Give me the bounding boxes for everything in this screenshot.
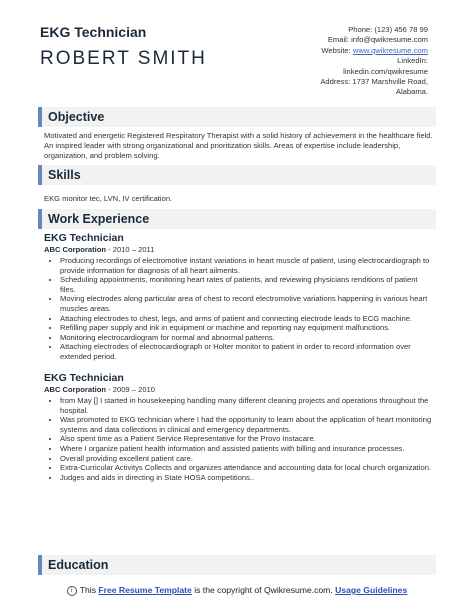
bullet-item: • Where I organize patient health information and assisted patients with billing and insurance processes.	[60, 444, 434, 454]
bullet-item: • from May [] I started in housekeeping handling many different cleaning projects and operations throughout the hospital.	[60, 396, 434, 415]
job-entry-title: EKG Technician	[44, 232, 124, 244]
company-name: ABC Corporation	[44, 245, 107, 254]
website-label: Website:	[321, 45, 353, 55]
objective-text: Motivated and energetic Registered Respiratory Therapist with a solid history of achievement in the healthcare field. An inspired leader with strong organizational and prioritization skills. Areas of expertise include leadership, organization, and problem solving.	[44, 131, 433, 160]
bullet-item: • Attaching electrodes of electrocardiograph or Holter monitor to patient in order to record information over extended period.	[60, 342, 434, 361]
job-entry-title: EKG Technician	[44, 372, 124, 384]
contact-phone: Phone: (123) 456 78 99	[348, 25, 428, 34]
job-entry-company-line	[44, 245, 434, 255]
objective-heading: Objective	[38, 107, 436, 127]
bullet-item: • Refilling paper supply and ink in equipment or machine and reporting nay equipment malfunctions.	[60, 323, 434, 333]
resume-header	[0, 0, 474, 100]
skills-heading: Skills	[38, 165, 436, 185]
copyright-footer	[0, 585, 474, 596]
job-title: EKG Technician	[40, 24, 147, 40]
job-entry	[44, 372, 434, 482]
bullet-item: • Extra-Curricular Activitys Collects and organizes attendance and accounting data for local church organization.	[60, 463, 434, 473]
contact-address: Address: 1737 Marshville Road,	[320, 77, 428, 87]
job-dates: - 2009 – 2010	[106, 385, 155, 394]
work-experience-heading: Work Experience	[38, 209, 436, 229]
job-bullets	[44, 396, 434, 482]
website-link[interactable]: www.qwikresume.com	[352, 45, 428, 55]
bullet-item: • Attaching electrodes to chest, legs, and arms of patient and connecting electrode leads to ECG machine.	[60, 314, 434, 324]
bullet-item: • Scheduling appointments, monitoring heart rates of patients, and reviewing physicians renditions of patient files.	[60, 275, 434, 294]
contact-linkedin: linkedin.com/qwikresume	[343, 66, 428, 76]
bullet-item: • Was promoted to EKG technician where I had the opportunity to learn about the application of heart monitoring systems and data collections in clinical and emergency departments.	[60, 415, 434, 434]
job-bullets	[44, 256, 434, 362]
bullet-item: • Monitoring electrocardiogram for normal and abnormal patterns.	[60, 333, 434, 343]
job-entry-company-line	[44, 385, 434, 395]
info-circle-icon: i	[67, 586, 77, 596]
education-heading: Education	[38, 555, 436, 575]
contact-linkedin-label: LinkedIn:	[397, 56, 428, 66]
bullet-item: • Also spent time as a Patient Service Representative for the Provo Instacare.	[60, 434, 434, 444]
bullet-item: • Moving electrodes along particular area of chest to record electromotive variations happening in various heart muscles areas.	[60, 294, 434, 313]
company-name: ABC Corporation	[44, 385, 107, 394]
contact-block	[320, 25, 428, 98]
footer-prefix: This	[79, 585, 99, 595]
bullet-item: • Judges and aids in directing in State HOSA competitions..	[60, 473, 434, 483]
job-entry	[44, 232, 434, 362]
bullet-item: • Overall providing excellent patient care.	[60, 454, 434, 464]
footer-middle: is the copyright of Qwikresume.com.	[191, 585, 336, 595]
contact-website	[320, 46, 428, 56]
contact-address-line2: Alabama.	[395, 87, 428, 97]
contact-email: Email: info@qwikresume.com	[327, 35, 428, 45]
skills-text: EKG monitor tec, LVN, IV certification.	[44, 194, 173, 203]
usage-guidelines-link[interactable]: Usage Guidelines	[335, 585, 408, 595]
free-resume-template-link[interactable]: Free Resume Template	[98, 585, 192, 595]
candidate-name: ROBERT SMITH	[40, 48, 207, 69]
job-dates: - 2010 – 2011	[106, 245, 155, 254]
bullet-item: • Producing recordings of electromotive instant variations in heart muscle of patient, using electrocardiograph to provide information for diagnosis of all heart ailments.	[60, 256, 434, 275]
